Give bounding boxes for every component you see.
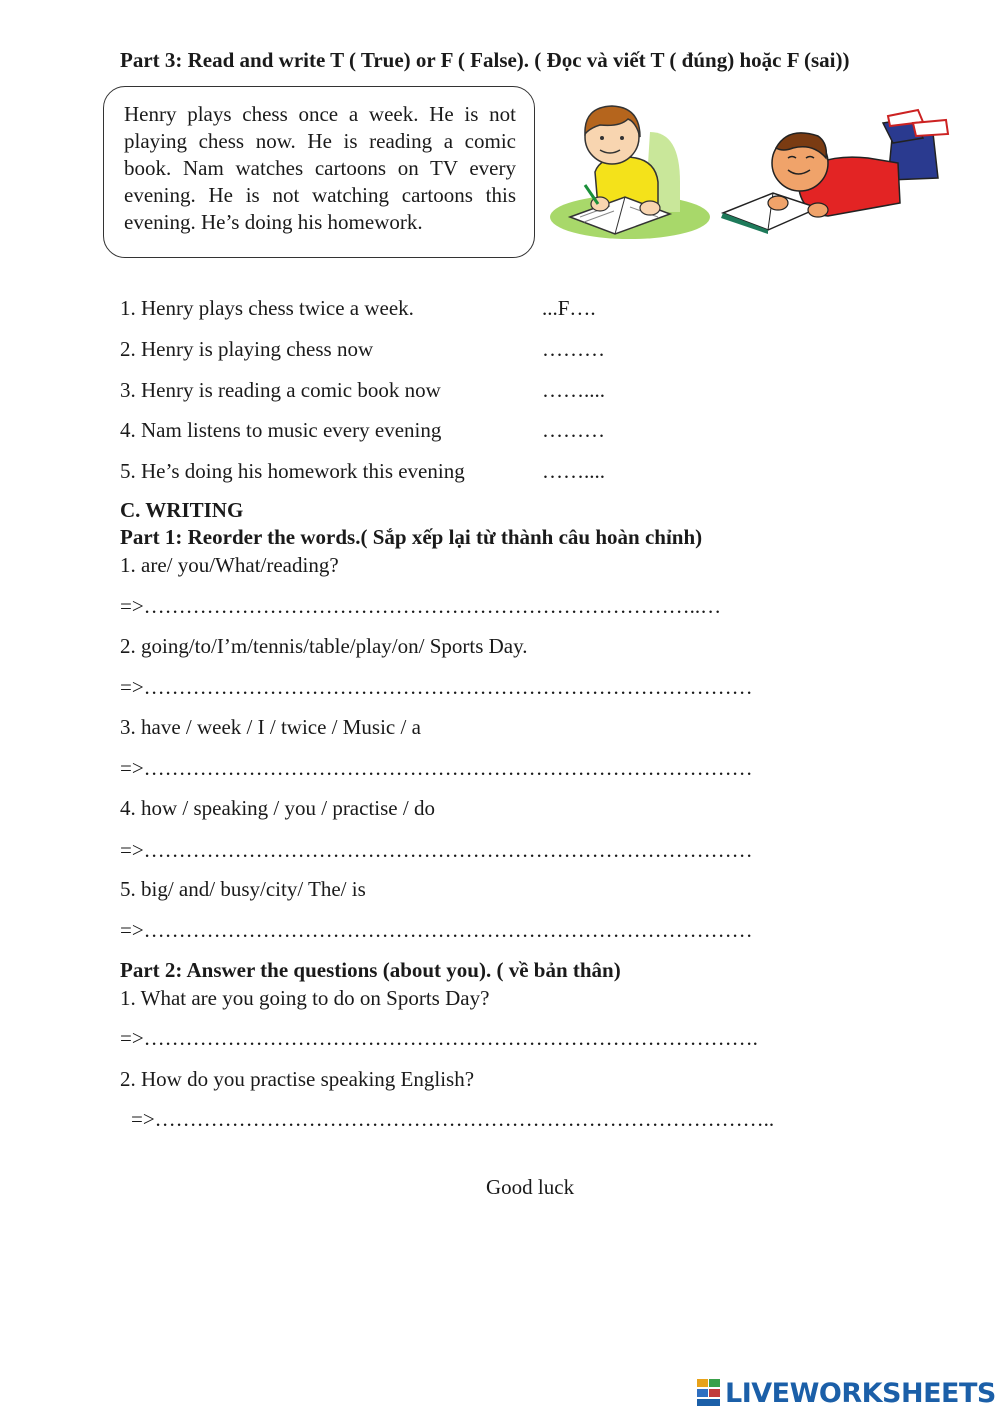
question-prompt-2: 2. How do you practise speaking English? [120,1067,475,1091]
boy-writing-illustration [540,92,710,247]
part3-title: Part 3: Read and write T ( True) or F ( False). ( Đọc và viết T ( đúng) hoặc F (sai)) [120,48,850,72]
answer-field-1[interactable]: ...F…. [542,296,596,320]
answer-field-2[interactable]: ……… [542,337,605,361]
liveworksheets-logo-text: LIVEWORKSHEETS [725,1377,996,1409]
boy-reading-illustration [718,108,953,238]
question-prompt-1: 1. What are you going to do on Sports Day? [120,986,490,1010]
reorder-prompt-3: 3. have / week / I / twice / Music / a [120,715,421,739]
reorder-answer-1[interactable]: =>……………………………………………………………………..… [120,594,722,618]
writing-part2-title: Part 2: Answer the questions (about you). ( về bản thân) [120,958,621,982]
passage-text: Henry plays chess once a week. He is not playing chess now. He is reading a comic book. Nam watches cartoons on TV every evening. He is not watching cartoons this evening. He’s doing his homework. [124,102,516,234]
part3-item-4: 4. Nam listens to music every evening [120,418,442,442]
liveworksheets-logo [697,1376,996,1410]
reorder-answer-5[interactable]: =>…………………………………………………………………………… [120,918,753,942]
reorder-answer-4[interactable]: =>…………………………………………………………………………… [120,838,753,862]
writing-section-title: C. WRITING [120,498,244,522]
answer-field-3[interactable]: …….... [542,378,605,402]
reorder-prompt-1: 1. are/ you/What/reading? [120,553,339,577]
reorder-prompt-5: 5. big/ and/ busy/city/ The/ is [120,877,366,901]
answer-field-5[interactable]: …….... [542,459,605,483]
liveworksheets-logo-icon [697,1379,721,1407]
part3-item-1: 1. Henry plays chess twice a week. [120,296,414,320]
reorder-answer-3[interactable]: =>…………………………………………………………………………… [120,756,753,780]
reorder-prompt-2: 2. going/to/I’m/tennis/table/play/on/ Sports Day. [120,634,528,658]
reorder-answer-2[interactable]: =>…………………………………………………………………………… [120,675,753,699]
reorder-prompt-4: 4. how / speaking / you / practise / do [120,796,435,820]
answer-field-4[interactable]: ……… [542,418,605,442]
passage-box [103,86,535,258]
part3-item-3: 3. Henry is reading a comic book now [120,378,441,402]
writing-part1-title: Part 1: Reorder the words.( Sắp xếp lại từ thành câu hoàn chỉnh) [120,525,703,549]
question-answer-2[interactable]: =>…………………………………………………………………………….. [131,1107,775,1131]
question-answer-1[interactable]: =>……………………………………………………………………………. [120,1026,758,1050]
part3-item-5: 5. He’s doing his homework this evening [120,459,465,483]
closing-text: Good luck [486,1175,575,1199]
part3-item-2: 2. Henry is playing chess now [120,337,374,361]
